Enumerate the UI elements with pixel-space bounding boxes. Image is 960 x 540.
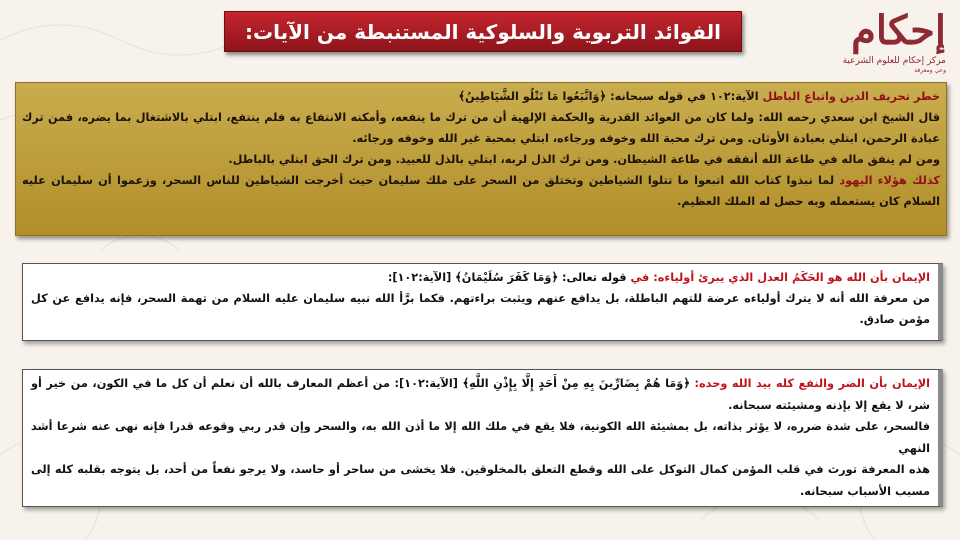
logo-name: إحكام	[851, 7, 946, 54]
title-banner	[224, 11, 742, 52]
page-title: الفوائد التربوية والسلوكية المستنبطة من الآيات:	[245, 19, 721, 44]
section-3-heading: الإيمان بأن الضر والنفع كله بيد الله وحده:	[694, 377, 931, 390]
section-3-ref: ﴿وَمَا هُمْ بِضَارِّينَ بِهِ مِنْ أَحَدٍ إِلَّا بِإِذْنِ اللَّهِ﴾ [الآية:١٠٢]:	[394, 377, 690, 390]
section-2-paragraph-1: من معرفة الله أنه لا يترك أولياءه عرضة للتهم الباطلة، بل يدافع عنهم ويثبت براءتهم. فكما برَّأ الله نبيه سليمان عليه السلام من تهمة السحر، فإنه يدافع عن كل مؤمن صادق.	[31, 292, 930, 326]
logo	[842, 7, 950, 78]
section-1-box	[15, 82, 947, 236]
section-2-box	[22, 263, 943, 341]
section-3-paragraph-1: من أعظم المعارف بالله أن نعلم أن كل ما في الكون، من خير أو شر، لا يقع إلا بإذنه ومشيئته سبحانه.	[31, 377, 930, 412]
section-3-paragraph-2: فالسحر، على شدة ضرره، لا يؤثر بذاته، بل بمشيئة الله الكونية، فلا يقع في ملك الله إلا ما أذن الله به، والسحر وإن قدر ربي وقوعه قدرا فإنه نهى عنه شرعا أشد النهي	[31, 420, 930, 455]
logo-subtitle: مركز إحكام للعلوم الشرعية	[842, 56, 946, 66]
section-1-p3-lead: كذلك هؤلاء اليهود	[839, 174, 940, 187]
section-3-box	[22, 369, 943, 507]
section-1-heading: خطر تحريف الدين واتباع الباطل	[762, 90, 940, 103]
section-1-ref: الآية:١٠٢ في قوله سبحانه: ﴿وَاتَّبَعُوا مَا تَتْلُو الشَّيَاطِينُ﴾	[458, 90, 759, 103]
section-3-heading-line	[31, 373, 930, 416]
section-1-paragraph-2: ومن لم ينفق ماله في طاعة الله أنفقه في طاعة الشيطان. ومن ترك الذل لربه، ابتلي بالذل للعبيد. ومن ترك الحق ابتلي بالباطل.	[228, 153, 940, 166]
section-1-paragraph-1: قال الشيخ ابن سعدي رحمه الله: ولما كان من العوائد القدرية والحكمة الإلهية أن من ترك ما ينفعه، وأمكنه الانتفاع به فلم ينتفع، ابتلي بالاشتغال بما يضره، فمن ترك عبادة الرحمن، ابتلي بعبادة الأوثان. ومن ترك محبة الله وخوفه ورجاءه، ابتلي بمحبة غير الله وخوفه ورجائه.	[22, 111, 940, 145]
section-3-paragraph-3: هذه المعرفة تورث في قلب المؤمن كمال التوكل على الله وقطع التعلق بالمخلوقين. فلا يخشى من ساحر أو حاسد، ولا يرجو نفعاً من أحد، بل يتوجه بقلبه كله إلى مسبب الأسباب سبحانه.	[31, 463, 930, 498]
section-2-heading: الإيمان بأن الله هو الحَكَمُ العدل الذي يبرئ أولياءه: في	[630, 271, 930, 284]
section-1-paragraph-3	[22, 170, 940, 212]
logo-tagline: وعي ومعرفة	[914, 67, 946, 74]
section-2-heading-line	[31, 267, 930, 288]
section-1-heading-line	[22, 86, 940, 107]
section-1-p3-text: لما نبذوا كتاب الله اتبعوا ما تتلوا الشياطين وتختلق من السحر على ملك سليمان حيث أخرجت الشياطين للناس السحر، وزعموا أن سليمان عليه السلام كان يستعمله وبه حصل له الملك العظيم.	[22, 174, 940, 208]
section-2-ref: قوله تعالى: ﴿وَمَا كَفَرَ سُلَيْمَانُ﴾ [الآية:١٠٢]:	[387, 271, 627, 284]
